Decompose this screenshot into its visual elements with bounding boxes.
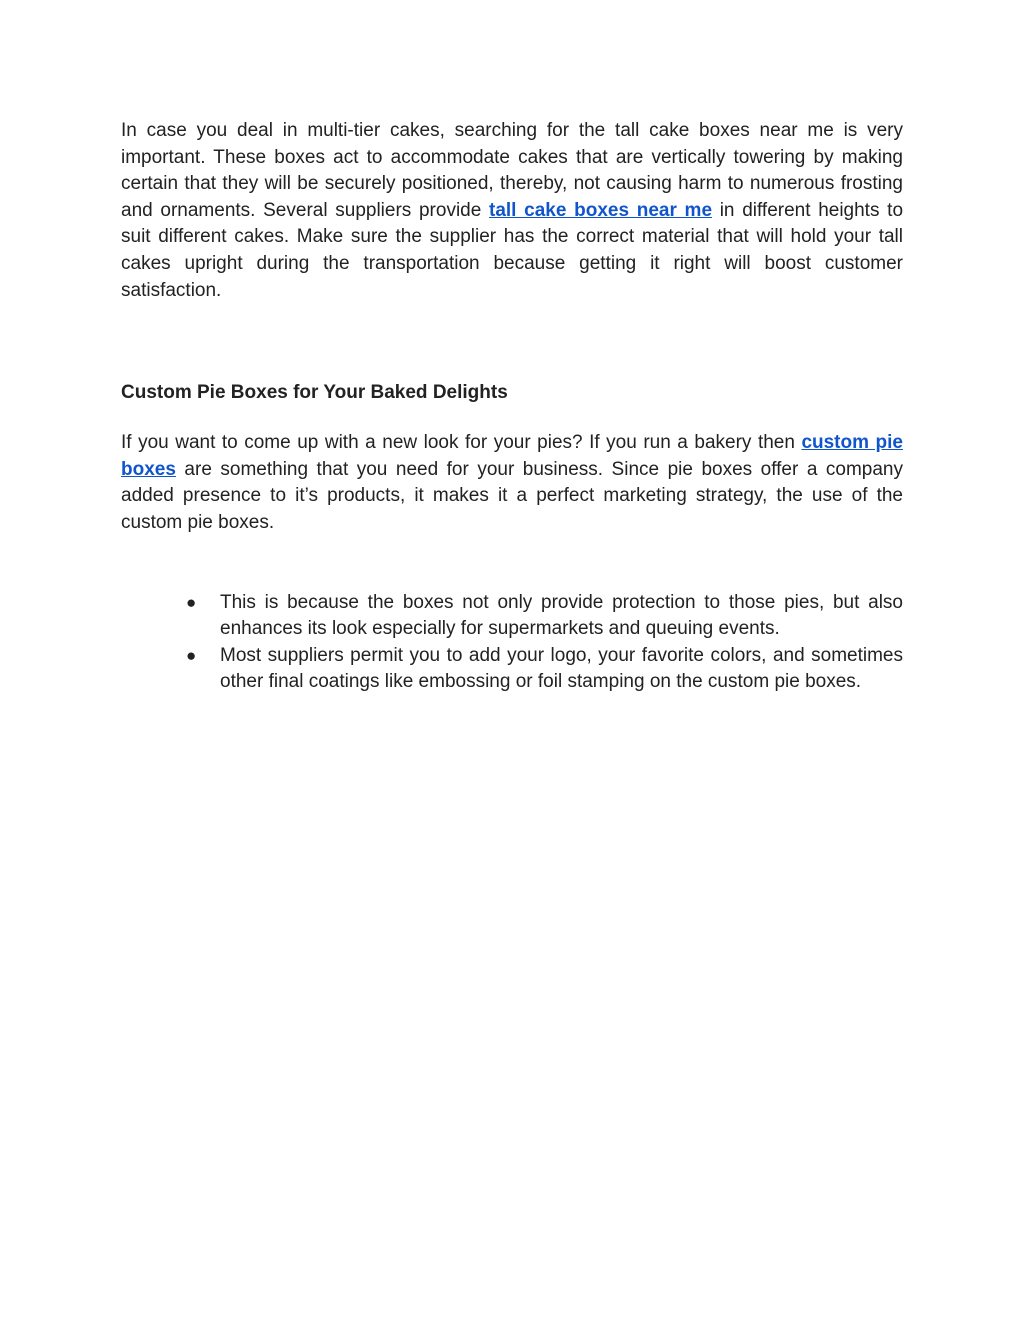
section-text-before: If you want to come up with a new look for your pies? If you run a bakery then	[121, 432, 802, 454]
section-text-after: are something that you need for your business. Since pie boxes offer a company added presence to it’s products, it makes it a perfect marketing strategy, the use of the custom pie boxes.	[121, 458, 903, 533]
intro-text-after: in different heights to suit different cakes. Make sure the supplier has the correct material that will hold your tall cakes upright during the transportation because getting it right will boost customer satisfaction.	[121, 199, 904, 301]
bullet-icon: ●	[186, 592, 197, 612]
bullet-list	[121, 590, 903, 696]
document-page	[121, 118, 903, 696]
tall-cake-boxes-link[interactable]: tall cake boxes near me	[489, 199, 713, 221]
section-paragraph	[121, 430, 903, 536]
intro-text-before: In case you deal in multi-tier cakes, searching for the tall cake boxes near me is very important. These boxes act to accommodate cakes that are vertically towering by making certain that they will be securely positioned, thereby, not causing harm to numerous frosting and ornaments. Several suppliers provide	[121, 120, 903, 221]
list-item	[186, 643, 903, 696]
list-item-text: This is because the boxes not only provide protection to those pies, but also enhances its look especially for supermarkets and queuing events.	[220, 591, 903, 640]
section-heading: Custom Pie Boxes for Your Baked Delights	[121, 382, 508, 404]
list-item-text: Most suppliers permit you to add your logo, your favorite colors, and sometimes other final coatings like embossing or foil stamping on the custom pie boxes.	[220, 644, 903, 693]
custom-pie-boxes-link[interactable]: custom pie boxes	[121, 432, 903, 480]
bullet-icon: ●	[186, 645, 197, 665]
list-item	[186, 590, 903, 643]
intro-paragraph	[121, 118, 903, 304]
